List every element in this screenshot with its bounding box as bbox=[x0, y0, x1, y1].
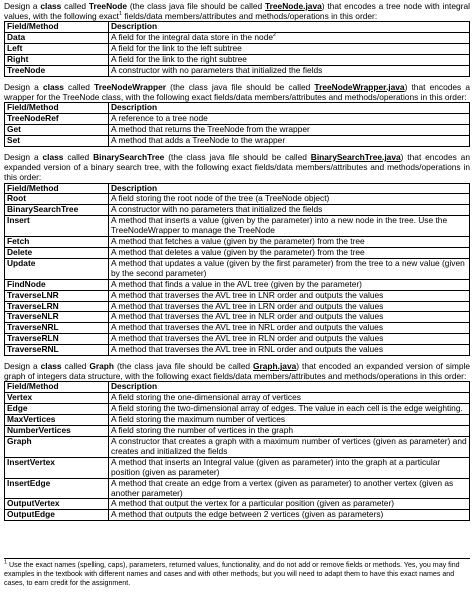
description-text: A constructor with no parameters that initialized the fields bbox=[111, 204, 323, 215]
class-file-name: TreeNode.java bbox=[264, 1, 322, 11]
description-text: A method that outputs the edge between 2 vertices (given as parameters) bbox=[111, 509, 384, 520]
member-description bbox=[109, 33, 470, 44]
intro-text: called bbox=[63, 81, 95, 92]
bold-term: TreeNode bbox=[88, 1, 128, 11]
bold-term: Graph bbox=[89, 361, 115, 372]
table-row bbox=[5, 216, 470, 237]
description-text: A method that traverses the AVL tree in RLN order and outputs the values bbox=[111, 333, 384, 344]
description-text: A field storing the maximum number of vertices bbox=[111, 414, 286, 425]
description-text: A method that finds a value in the AVL tree (given by the parameter) bbox=[111, 278, 362, 289]
member-description bbox=[109, 345, 470, 356]
intro-text: (the class java file should be called bbox=[114, 361, 253, 372]
description-text: A method that updates a value (given by the first parameter) from the tree to a new value (given by the second parameter) bbox=[111, 257, 465, 278]
description-text: A method that adds a TreeNode to the wrapper bbox=[111, 135, 286, 146]
member-name: OutputVertex bbox=[5, 499, 109, 510]
spec-table bbox=[4, 183, 470, 357]
intro-text: (the class java file should be called bbox=[166, 81, 315, 92]
description-text: A field storing the two-dimensional array of edges. The value in each cell is the edge weighting. bbox=[111, 403, 463, 414]
footnote bbox=[4, 558, 470, 589]
bold-term: class bbox=[40, 361, 62, 372]
description-text: A method that traverses the AVL tree in NRL order and outputs the values bbox=[111, 322, 384, 333]
member-description bbox=[109, 290, 470, 301]
intro-text: called bbox=[63, 151, 94, 162]
description-text: A method that inserts a value (given by the parameter) into a new node in the tree. Use the TreeNodeWrapper to manage the TreeNode bbox=[111, 215, 448, 236]
intro-text: Design a bbox=[4, 361, 41, 372]
description-text: A method that inserts an Integral value (given as parameter) into the graph at a particular position (given as parameter) bbox=[111, 456, 441, 477]
header-field-method: Field/Method bbox=[5, 183, 109, 194]
member-name: TreeNodeRef bbox=[5, 114, 109, 125]
table-row bbox=[5, 66, 470, 77]
table-header-row bbox=[5, 183, 470, 194]
header-field-method: Field/Method bbox=[5, 103, 109, 114]
intro-text: Design a bbox=[4, 151, 43, 162]
description-text: A field for the integral data store in the node bbox=[111, 32, 274, 43]
member-name: Edge bbox=[5, 404, 109, 415]
section-intro bbox=[4, 82, 470, 102]
member-name: Root bbox=[5, 194, 109, 205]
intro-text: Design a bbox=[4, 81, 43, 92]
member-description bbox=[109, 437, 470, 458]
table-row bbox=[5, 323, 470, 334]
table-row bbox=[5, 205, 470, 216]
section-intro bbox=[4, 152, 470, 183]
header-description: Description bbox=[109, 22, 470, 33]
member-description bbox=[109, 334, 470, 345]
table-row bbox=[5, 114, 470, 125]
member-name: Left bbox=[5, 44, 109, 55]
table-row bbox=[5, 437, 470, 458]
member-description bbox=[109, 499, 470, 510]
member-description bbox=[109, 258, 470, 279]
member-name: Set bbox=[5, 136, 109, 147]
description-text: A method that returns the TreeNode from the wrapper bbox=[111, 124, 310, 135]
member-description bbox=[109, 426, 470, 437]
header-field-method: Field/Method bbox=[5, 22, 109, 33]
member-name: OutputEdge bbox=[5, 510, 109, 521]
member-name: TraverseRLN bbox=[5, 334, 109, 345]
member-description bbox=[109, 125, 470, 136]
member-name: Graph bbox=[5, 437, 109, 458]
member-description bbox=[109, 216, 470, 237]
bold-term: class bbox=[40, 1, 62, 11]
description-text: A field for the link to the right subtree bbox=[111, 54, 247, 65]
member-description bbox=[109, 510, 470, 521]
class-file-name: TreeNodeWrapper.java bbox=[314, 81, 405, 92]
description-text: A field storing the root node of the tree (a TreeNode object) bbox=[111, 193, 330, 204]
description-text: A constructor that creates a graph with a maximum number of vertices (given as parameter) and creates and initialized the fields bbox=[111, 436, 467, 456]
member-name: InsertEdge bbox=[5, 478, 109, 499]
member-description bbox=[109, 312, 470, 323]
table-row bbox=[5, 312, 470, 323]
member-description bbox=[109, 393, 470, 404]
member-description bbox=[109, 55, 470, 66]
member-name: Right bbox=[5, 55, 109, 66]
member-name: Delete bbox=[5, 248, 109, 259]
member-description bbox=[109, 205, 470, 216]
intro-text: (the class java file should be called bbox=[164, 151, 311, 162]
description-text: A method that traverses the AVL tree in RNL order and outputs the values bbox=[111, 344, 384, 355]
bold-term: class bbox=[42, 81, 64, 92]
table-row bbox=[5, 457, 470, 478]
member-name: Vertex bbox=[5, 393, 109, 404]
spec-table bbox=[4, 21, 470, 77]
member-description bbox=[109, 136, 470, 147]
intro-text: Design a bbox=[4, 1, 41, 11]
spec-table bbox=[4, 381, 470, 521]
member-description bbox=[109, 301, 470, 312]
description-text: A method that create an edge from a vertex (given as parameter) to another vertex (given as another parameter) bbox=[111, 477, 454, 498]
intro-text: ) that encodes a wrapper for the TreeNode class, with the following exact fields/data members/attributes and methods/operations in this order: bbox=[4, 81, 471, 103]
member-name: NumberVertices bbox=[5, 426, 109, 437]
class-file-name: BinarySearchTree.java bbox=[310, 151, 401, 162]
description-text: A method that traverses the AVL tree in LRN order and outputs the values bbox=[111, 300, 384, 311]
member-name: FindNode bbox=[5, 279, 109, 290]
table-row bbox=[5, 258, 470, 279]
header-description: Description bbox=[109, 183, 470, 194]
description-text: A method that traverses the AVL tree in NLR order and outputs the values bbox=[111, 311, 384, 322]
section-intro bbox=[4, 361, 470, 381]
member-name: TraverseLRN bbox=[5, 301, 109, 312]
table-header-row bbox=[5, 382, 470, 393]
member-name: Update bbox=[5, 258, 109, 279]
description-text: A method that output the vertex for a particular position (given as parameter) bbox=[111, 498, 395, 509]
bold-term: BinarySearchTree bbox=[93, 151, 165, 162]
description-text: A method that fetches a value (given by the parameter) from the tree bbox=[111, 236, 365, 247]
member-name: InsertVertex bbox=[5, 457, 109, 478]
table-row bbox=[5, 499, 470, 510]
footnote-marker: 1 bbox=[4, 559, 8, 566]
table-row bbox=[5, 248, 470, 259]
footnote-ref: 1 bbox=[119, 11, 123, 18]
description-text: A field for the link to the left subtree bbox=[111, 43, 242, 54]
table-row bbox=[5, 194, 470, 205]
member-name: BinarySearchTree bbox=[5, 205, 109, 216]
member-description bbox=[109, 323, 470, 334]
member-name: TraverseRNL bbox=[5, 345, 109, 356]
table-row bbox=[5, 301, 470, 312]
table-row bbox=[5, 55, 470, 66]
member-name: TraverseLNR bbox=[5, 290, 109, 301]
table-row bbox=[5, 426, 470, 437]
member-description bbox=[109, 478, 470, 499]
document bbox=[4, 1, 470, 526]
member-description bbox=[109, 248, 470, 259]
description-text: A method that deletes a value (given by the parameter) from the tree bbox=[111, 247, 365, 258]
member-description bbox=[109, 194, 470, 205]
table-header-row bbox=[5, 103, 470, 114]
member-name: Get bbox=[5, 125, 109, 136]
intro-text: called bbox=[61, 1, 89, 11]
table-row bbox=[5, 415, 470, 426]
table-header-row bbox=[5, 22, 470, 33]
header-description: Description bbox=[109, 103, 470, 114]
table-row bbox=[5, 279, 470, 290]
member-description bbox=[109, 457, 470, 478]
description-text: A field storing the number of vertices in the graph bbox=[111, 425, 294, 436]
section-intro bbox=[4, 1, 470, 21]
bold-term: class bbox=[42, 151, 64, 162]
table-row bbox=[5, 404, 470, 415]
member-name: TreeNode bbox=[5, 66, 109, 77]
header-field-method: Field/Method bbox=[5, 382, 109, 393]
member-name: Data bbox=[5, 33, 109, 44]
intro-text: ) that encodes an expanded version of a binary search tree, with the following exact fields/data members/attributes and methods/operations in this order: bbox=[4, 151, 470, 183]
description-text: A reference to a tree node bbox=[111, 113, 208, 124]
member-description bbox=[109, 44, 470, 55]
footnote-text: Use the exact names (spelling, caps), parameters, returned values, functionality, and do not add or remove fields or methods. Yes, you may find examples in the textbook with different names and cases and with other methods, but you will need to adapt them to have this exact names and cases, to earn credit for the assignment. bbox=[4, 561, 460, 588]
intro-text: ) that encodes a tree node with integral values, with the following exact bbox=[4, 1, 470, 22]
table-row bbox=[5, 290, 470, 301]
bold-term: TreeNodeWrapper bbox=[94, 81, 167, 92]
class-file-name: Graph.java bbox=[252, 361, 297, 372]
member-name: TraverseNRL bbox=[5, 323, 109, 334]
table-row bbox=[5, 237, 470, 248]
table-row bbox=[5, 44, 470, 55]
description-text: A method that traverses the AVL tree in LNR order and outputs the values bbox=[111, 289, 384, 300]
table-row bbox=[5, 125, 470, 136]
member-description bbox=[109, 237, 470, 248]
header-description: Description bbox=[109, 382, 470, 393]
spec-table bbox=[4, 102, 470, 147]
member-name: Fetch bbox=[5, 237, 109, 248]
member-name: MaxVertices bbox=[5, 415, 109, 426]
footnote-ref: 2 bbox=[273, 32, 277, 39]
member-name: Insert bbox=[5, 216, 109, 237]
table-row bbox=[5, 510, 470, 521]
table-row bbox=[5, 136, 470, 147]
intro-text: fields/data members/attributes and methods/operations in this order: bbox=[122, 11, 378, 22]
intro-text: called bbox=[61, 361, 90, 372]
member-description bbox=[109, 279, 470, 290]
table-row bbox=[5, 334, 470, 345]
member-description bbox=[109, 415, 470, 426]
member-description bbox=[109, 114, 470, 125]
table-row bbox=[5, 478, 470, 499]
intro-text: ) that encoded an expanded version of simple graph of integers data structure, with the following exact fields/data members/attributes and methods/operations in this order: bbox=[4, 361, 470, 382]
description-text: A field storing the one-dimensional array of vertices bbox=[111, 392, 301, 403]
member-name: TraverseNLR bbox=[5, 312, 109, 323]
member-description bbox=[109, 66, 470, 77]
intro-text: (the class java file should be called bbox=[127, 1, 265, 11]
table-row bbox=[5, 33, 470, 44]
description-text: A constructor with no parameters that initialized the fields bbox=[111, 65, 323, 76]
table-row bbox=[5, 345, 470, 356]
table-row bbox=[5, 393, 470, 404]
member-description bbox=[109, 404, 470, 415]
